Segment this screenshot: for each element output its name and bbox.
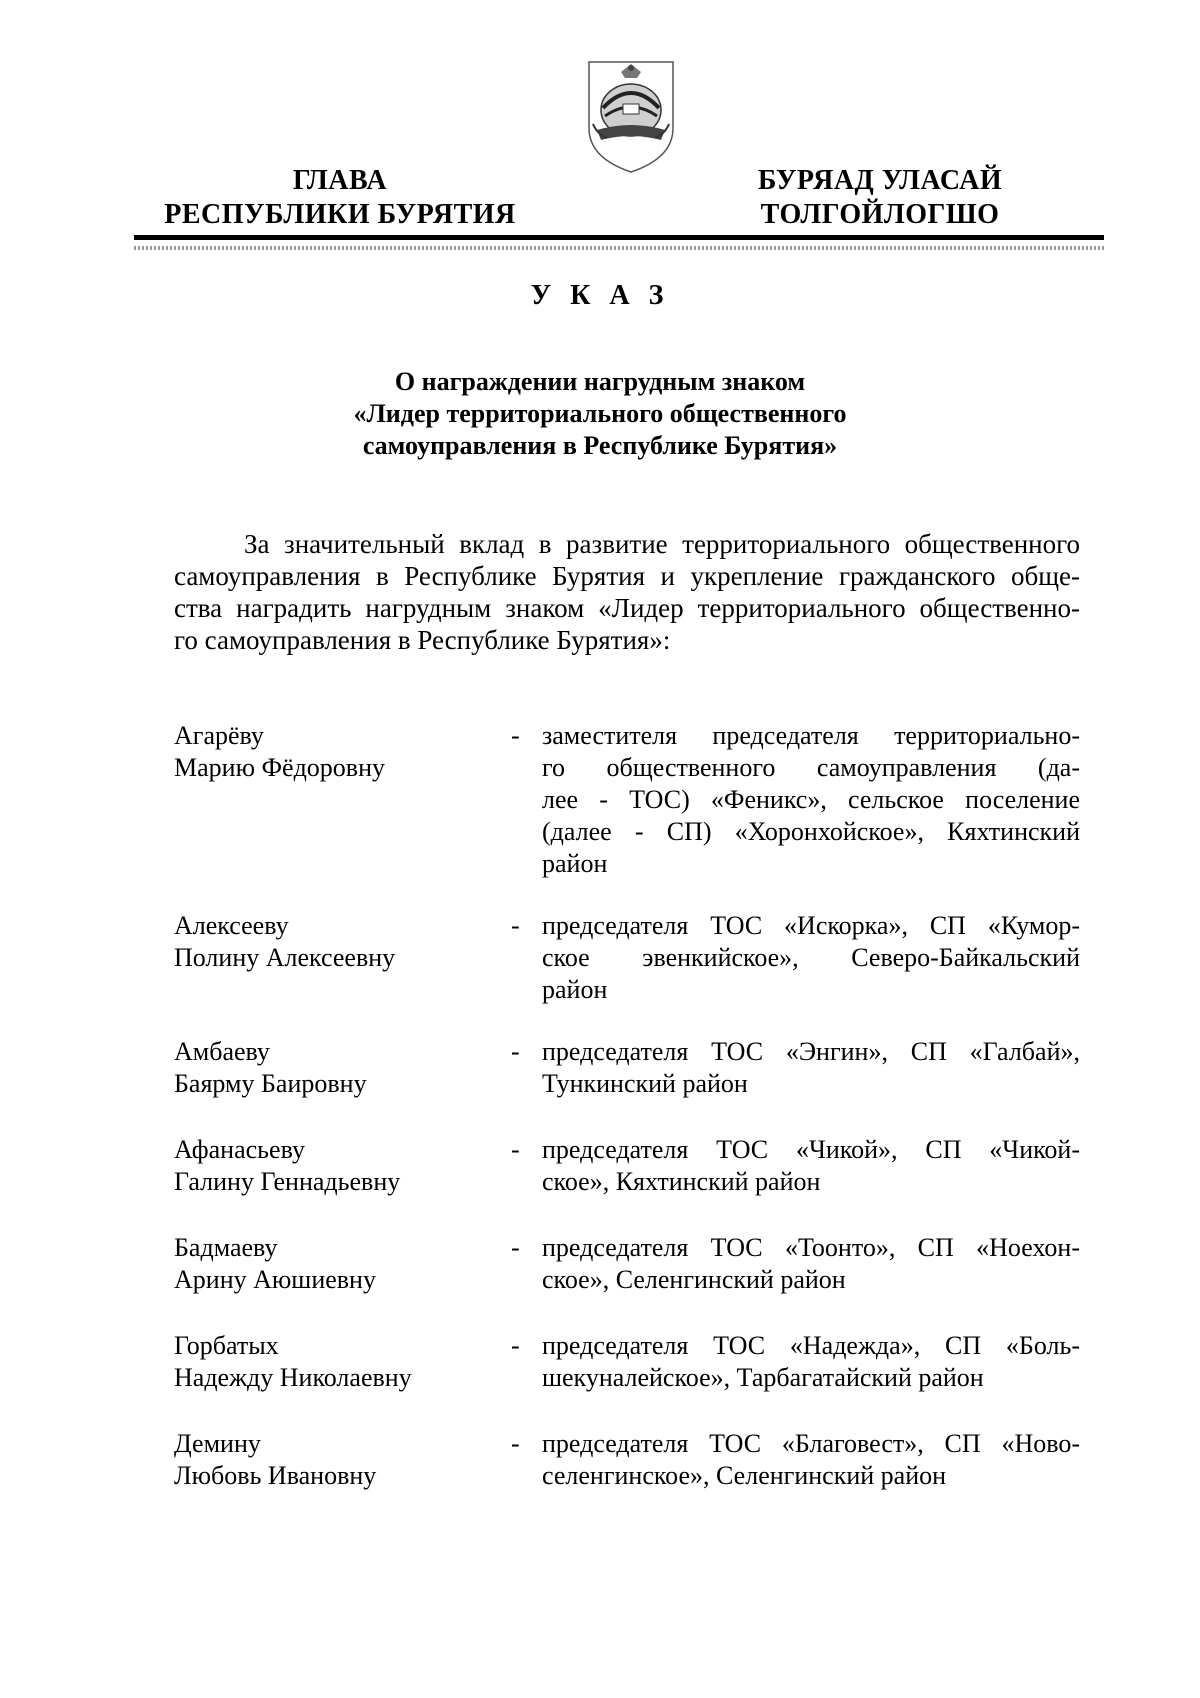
desc-line: лее - ТОС) «Феникс», сельское поселение xyxy=(542,785,1080,814)
dash: - xyxy=(511,1037,520,1066)
desc-line: ское», Селенгинский район xyxy=(542,1265,846,1294)
desc-line: председателя ТОС «Тоонто», СП «Ноехон- xyxy=(542,1233,1080,1262)
desc-line: Тункинский район xyxy=(542,1069,748,1098)
recipient-name xyxy=(174,1428,494,1492)
recipient-surname: Горбатых xyxy=(174,1331,279,1360)
recipient-surname: Демину xyxy=(174,1429,261,1458)
recipient-name xyxy=(174,1134,494,1198)
recipient-surname: Афанасьеву xyxy=(174,1135,305,1164)
intro-line: го самоуправления в Республике Бурятия»: xyxy=(174,625,671,655)
dash: - xyxy=(511,1233,520,1262)
coat-of-arms-icon xyxy=(583,58,679,176)
desc-line: ское эвенкийское», Северо-Байкальский xyxy=(542,943,1080,972)
desc-line: заместителя председателя территориально- xyxy=(542,721,1080,750)
header-right xyxy=(690,164,1070,232)
desc-line: селенгинское», Селенгинский район xyxy=(542,1461,947,1490)
header-right-line2: ТОЛГОЙЛОГШО xyxy=(760,199,1000,230)
recipient-surname: Агарёву xyxy=(174,721,264,750)
subtitle-line: самоуправления в Республике Бурятия» xyxy=(362,431,838,460)
recipient-description xyxy=(542,720,1080,880)
recipient-description xyxy=(542,1428,1080,1492)
desc-line: шекуналейское», Тарбагатайский район xyxy=(542,1363,984,1392)
dash: - xyxy=(511,1429,520,1458)
intro-paragraph xyxy=(174,528,1080,656)
recipient-description xyxy=(542,1232,1080,1296)
header-left xyxy=(150,164,530,232)
recipient-description xyxy=(542,910,1080,1006)
recipient-name xyxy=(174,1036,494,1100)
recipient-name xyxy=(174,1330,494,1394)
intro-line: самоуправления в Республике Бурятия и укрепление гражданского обще- xyxy=(174,561,1080,591)
desc-line: район xyxy=(542,975,608,1004)
recipient-given-name: Любовь Ивановну xyxy=(174,1461,377,1490)
desc-line: ское», Кяхтинский район xyxy=(542,1167,821,1196)
recipient-surname: Бадмаеву xyxy=(174,1233,278,1262)
header-dotted-divider xyxy=(134,246,1104,250)
dash: - xyxy=(511,721,520,750)
dash: - xyxy=(511,1331,520,1360)
desc-line: председателя ТОС «Надежда», СП «Боль- xyxy=(542,1331,1080,1360)
recipient-name xyxy=(174,720,494,784)
desc-line: председателя ТОС «Энгин», СП «Галбай», xyxy=(542,1037,1080,1066)
recipient-name xyxy=(174,910,494,974)
header-left-line2: РЕСПУБЛИКИ БУРЯТИЯ xyxy=(164,199,516,230)
recipient-description xyxy=(542,1330,1080,1394)
recipient-surname: Амбаеву xyxy=(174,1037,270,1066)
desc-line: (далее - СП) «Хоронхойское», Кяхтинский xyxy=(542,817,1080,846)
desc-line: район xyxy=(542,849,608,878)
document-subtitle xyxy=(250,366,950,462)
recipient-given-name: Баярму Баировну xyxy=(174,1069,367,1098)
recipient-description xyxy=(542,1036,1080,1100)
intro-line: За значительный вклад в развитие территориального общественного xyxy=(244,529,1080,559)
desc-line: председателя ТОС «Искорка», СП «Кумор- xyxy=(542,911,1080,940)
recipient-given-name: Надежду Николаевну xyxy=(174,1363,412,1392)
desc-line: председателя ТОС «Чикой», СП «Чикой- xyxy=(542,1135,1080,1164)
recipient-name xyxy=(174,1232,494,1296)
header-left-line1: ГЛАВА xyxy=(292,165,388,196)
header-divider xyxy=(134,235,1104,240)
recipient-description xyxy=(542,1134,1080,1198)
desc-line: го общественного самоуправления (да- xyxy=(542,753,1080,782)
header-right-line1: БУРЯАД УЛАСАЙ xyxy=(757,165,1003,196)
recipient-given-name: Арину Аюшиевну xyxy=(174,1265,376,1294)
intro-line: ства наградить нагрудным знаком «Лидер территориального общественно- xyxy=(174,593,1080,623)
subtitle-line: «Лидер территориального общественного xyxy=(353,399,847,428)
desc-line: председателя ТОС «Благовест», СП «Ново- xyxy=(542,1429,1080,1458)
subtitle-line: О награждении нагрудным знаком xyxy=(394,367,806,396)
recipient-given-name: Марию Фёдоровну xyxy=(174,753,385,782)
document-title: У К А З xyxy=(530,280,670,311)
dash: - xyxy=(511,1135,520,1164)
recipient-surname: Алексееву xyxy=(174,911,289,940)
recipient-given-name: Полину Алексеевну xyxy=(174,943,396,972)
dash: - xyxy=(511,911,520,940)
recipient-given-name: Галину Геннадьевну xyxy=(174,1167,401,1196)
